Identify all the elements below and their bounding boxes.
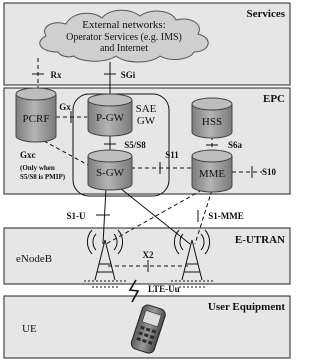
epc-layer-label: EPC [263,93,285,105]
lteuu-label: LTE-Uu [148,284,180,294]
cloud-line-3: and Internet [99,43,149,54]
s1mme-label: S1-MME [208,211,244,221]
s5s8-label: S5/S8 [124,140,146,150]
enodeb-label: eNodeB [16,253,53,265]
s6a-label: S6a [228,140,243,150]
cloud-line-2: Operator Services (e.g. IMS) [66,32,182,43]
gx-label: Gx [59,102,71,112]
cloud-line-1: External networks: [82,19,166,31]
rx-label: Rx [50,70,62,80]
pcrf-node [16,88,56,142]
x2-label: X2 [142,250,154,260]
pcrf-label: PCRF [22,113,50,125]
mme-label: MME [198,168,226,180]
hss-node [192,98,232,138]
pgw-label: P-GW [95,112,125,124]
services-layer-label: Services [246,8,285,20]
ue-label: UE [22,323,37,335]
mme-node [192,150,232,192]
s1u-label: S1-U [66,211,86,221]
s10-label: S10 [262,167,277,177]
eutran-layer-label: E-UTRAN [234,234,285,246]
gxc-note-2: S5/S8 is PMIP) [20,173,66,181]
gxc-label: Gxc [20,150,36,160]
ue-layer-label: User Equipment [207,301,285,313]
s11-label: S11 [165,150,179,160]
pgw-node [88,94,132,136]
sae-gw-label-1: SAE [135,103,157,115]
hss-label: HSS [201,116,223,128]
sae-gw-label-2: GW [136,115,156,127]
gxc-note-1: (Only when [20,164,55,172]
sgw-label: S-GW [95,167,125,179]
sgi-label: SGi [120,70,136,80]
sgw-node [88,150,132,190]
